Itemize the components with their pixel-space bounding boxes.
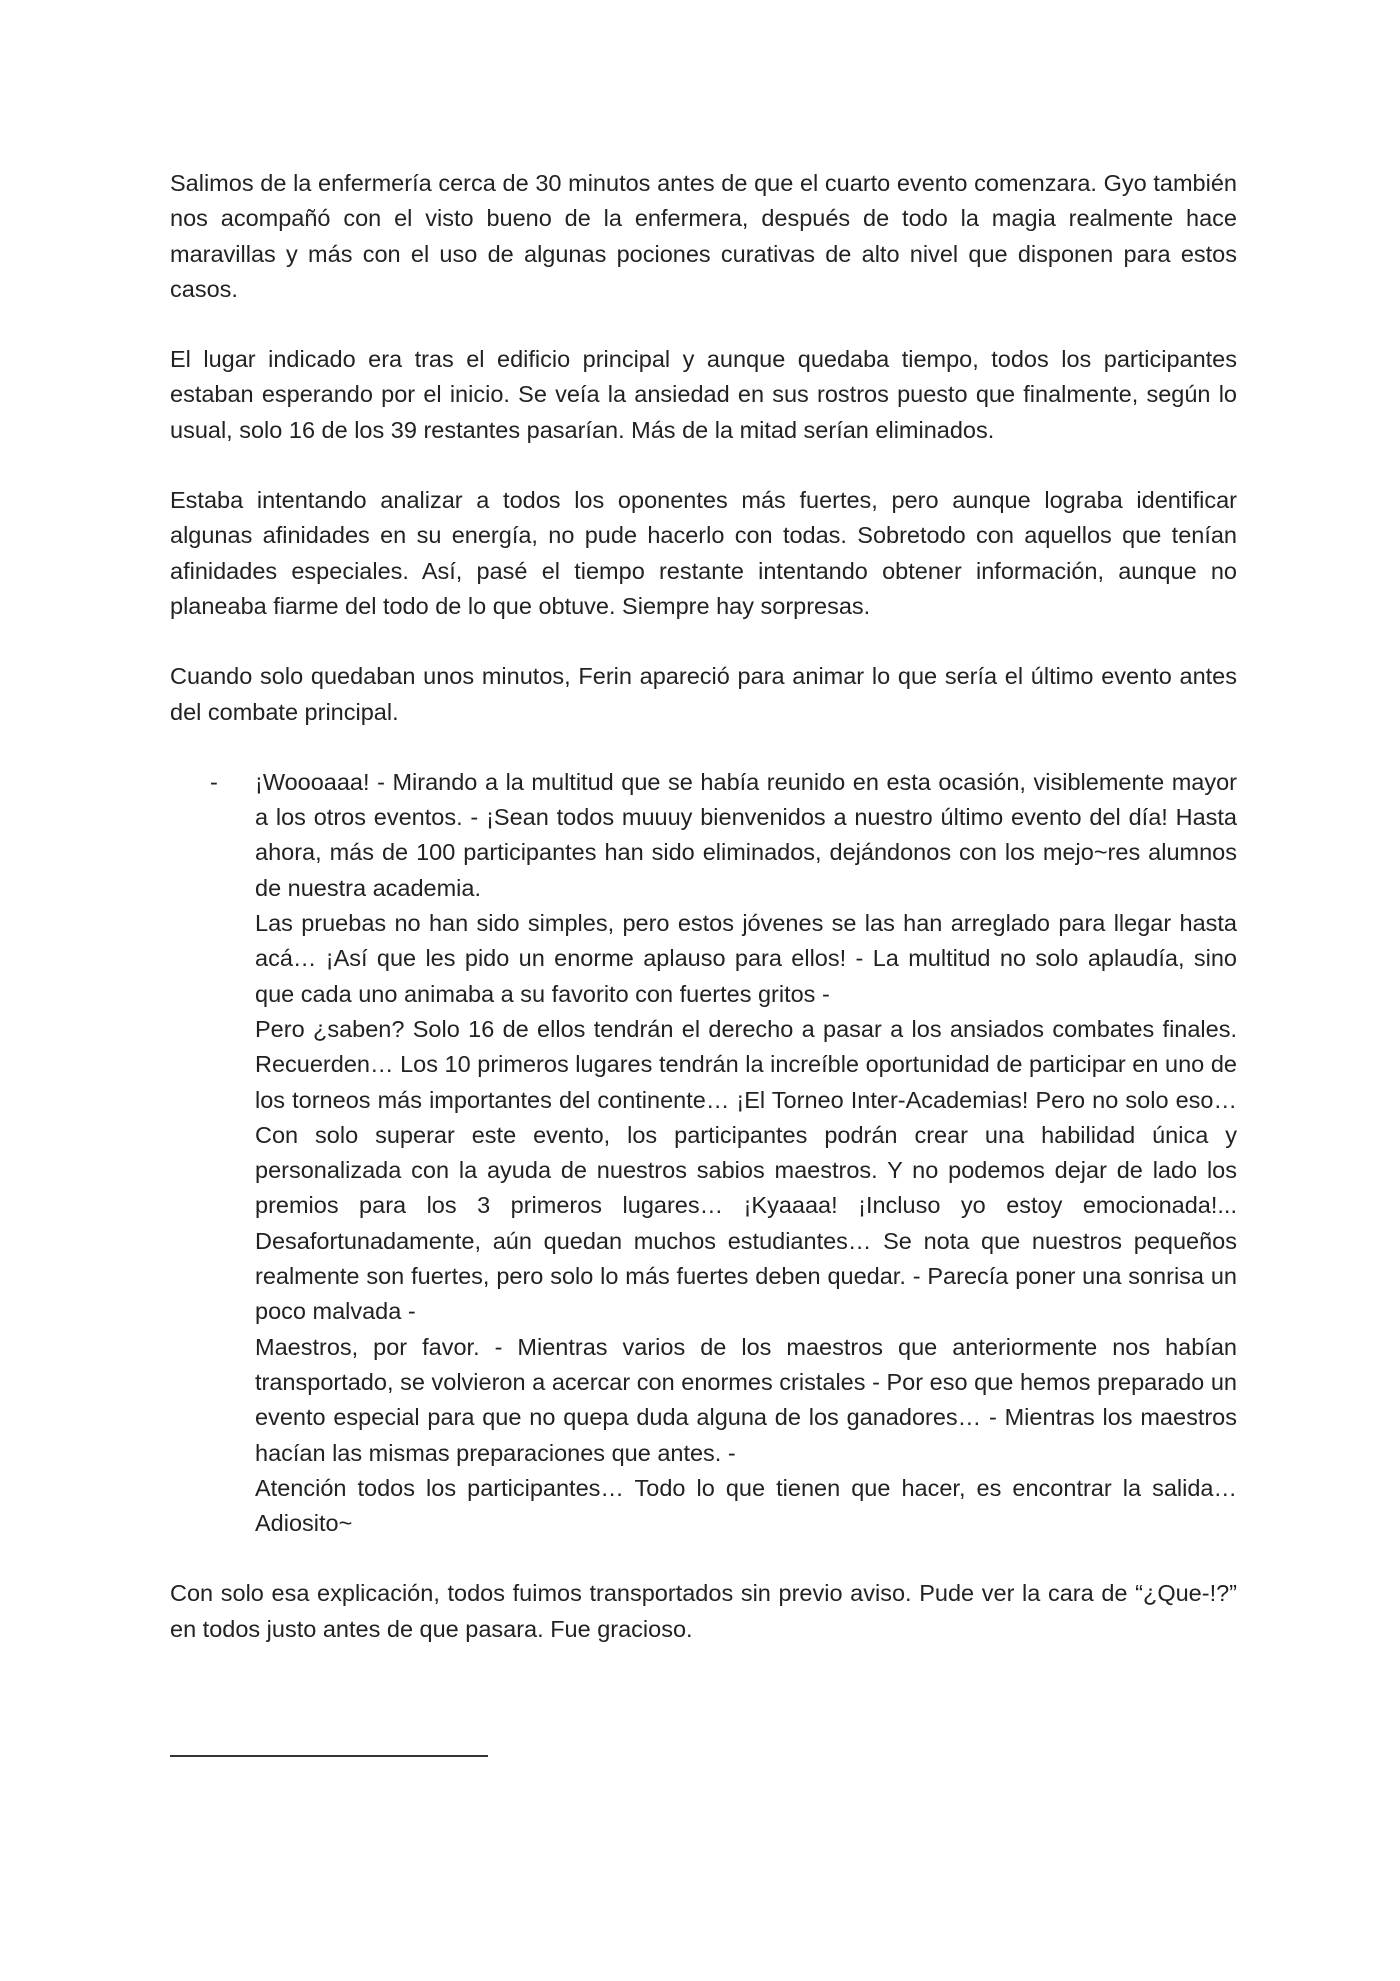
dialogue-line: ¡Woooaaa! - Mirando a la multitud que se había reunido en esta ocasión, visiblemente mayor a los otros eventos. - ¡Sean todos muuuy bienvenidos a nuestro último evento del día! Hasta ahora, más de 100 participantes han sido eliminados, dejándonos con los mejo~res alumnos de nuestra academia. <box>255 768 1237 901</box>
dialogue-list-item <box>170 765 1237 1542</box>
document-page <box>170 166 1237 1682</box>
dialogue-line: Maestros, por favor. - Mientras varios de los maestros que anteriormente nos habían transportado, se volvieron a acercar con enormes cristales - Por eso que hemos preparado un evento especial para que no quepa duda alguna de los ganadores… - Mientras los maestros hacían las mismas preparaciones que antes. - <box>255 1333 1237 1466</box>
dialogue-line: Atención todos los participantes… Todo lo que tienen que hacer, es encontrar la salida… Adiosito~ <box>255 1474 1237 1537</box>
paragraph-transported: Con solo esa explicación, todos fuimos transportados sin previo aviso. Pude ver la cara de “¿Que-!?” en todos justo antes de que pasara. Fue gracioso. <box>170 1580 1237 1642</box>
dialogue-bullet: - <box>210 768 218 795</box>
paragraph-event-location: El lugar indicado era tras el edificio principal y aunque quedaba tiempo, todos los participantes estaban esperando por el inicio. Se veía la ansiedad en sus rostros puesto que finalmente, según lo usual, solo 16 de los 39 restantes pasarían. Más de la mitad serían eliminados. <box>170 346 1237 443</box>
footnote-separator <box>170 1755 488 1757</box>
dialogue-line: Pero ¿saben? Solo 16 de ellos tendrán el derecho a pasar a los ansiados combates finales. Recuerden… Los 10 primeros lugares tendrán la increíble oportunidad de participar en uno de los torneos más importantes del continente… ¡El Torneo Inter-Academias! Pero no solo eso… Con solo superar este evento, los participantes podrán crear una habilidad única y personalizada con la ayuda de nuestros sabios maestros. Y no podemos dejar de lado los premios para los 3 primeros lugares… ¡Kyaaaa! ¡Incluso yo estoy emocionada!... Desafortunadamente, aún quedan muchos estudiantes… Se nota que nuestros pequeños realmente son fuertes, pero solo lo más fuertes deben quedar. - Parecía poner una sonrisa un poco malvada - <box>255 1015 1237 1325</box>
dialogue-line: Las pruebas no han sido simples, pero estos jóvenes se las han arreglado para llegar hasta acá… ¡Así que les pido un enorme aplauso para ellos! - La multitud no solo aplaudía, sino que cada uno animaba a su favorito con fuertes gritos - <box>255 910 1237 1007</box>
paragraph-analyzing-opponents: Estaba intentando analizar a todos los oponentes más fuertes, pero aunque lograba identificar algunas afinidades en su energía, no pude hacerlo con todas. Sobretodo con aquellos que tenían afinidades especiales. Así, pasé el tiempo restante intentando obtener información, aunque no planeaba fiarme del todo de lo que obtuve. Siempre hay sorpresas. <box>170 487 1237 619</box>
paragraph-infirmary-exit: Salimos de la enfermería cerca de 30 minutos antes de que el cuarto evento comenzara. Gyo también nos acompañó con el visto bueno de la enfermera, después de todo la magia realmente hace maravillas y más con el uso de algunas pociones curativas de alto nivel que disponen para estos casos. <box>170 170 1237 302</box>
paragraph-ferin-appears: Cuando solo quedaban unos minutos, Ferin apareció para animar lo que sería el último evento antes del combate principal. <box>170 663 1237 725</box>
